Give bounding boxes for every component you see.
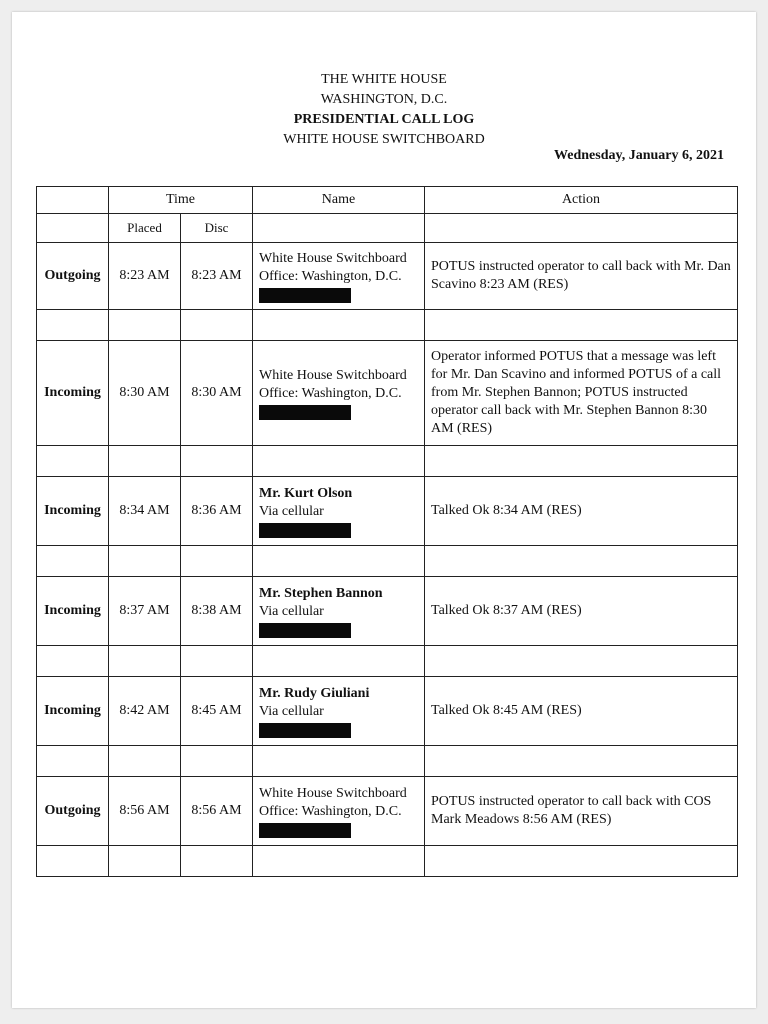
name-line-2: Office: Washington, D.C. (259, 803, 402, 819)
name-line-2: Office: Washington, D.C. (259, 385, 402, 401)
time-disc: 8:23 AM (181, 243, 253, 310)
redaction-bar (259, 723, 351, 738)
table-subheader-row (37, 214, 738, 243)
time-disc: 8:56 AM (181, 777, 253, 846)
header-line-2: WASHINGTON, D.C. (320, 92, 448, 107)
table-row (37, 677, 738, 746)
header-line-3: PRESIDENTIAL CALL LOG (293, 112, 475, 127)
table-row (37, 243, 738, 310)
table-header-row (37, 187, 738, 214)
document-page (12, 12, 756, 1008)
redaction-bar (259, 405, 351, 420)
call-action: Talked Ok 8:45 AM (RES) (425, 677, 738, 746)
subheader-name-empty (253, 214, 425, 243)
spacer-row (37, 446, 738, 477)
time-disc: 8:45 AM (181, 677, 253, 746)
spacer-row (37, 310, 738, 341)
call-type: Incoming (37, 677, 109, 746)
spacer-row (37, 646, 738, 677)
name-line-1: White House Switchboard (259, 785, 407, 801)
call-type: Incoming (37, 341, 109, 446)
document-header (12, 70, 756, 150)
caller-name (253, 341, 425, 446)
call-type: Outgoing (37, 243, 109, 310)
name-line-1: Mr. Kurt Olson (259, 485, 353, 501)
call-action: POTUS instructed operator to call back with Mr. Dan Scavino 8:23 AM (RES) (425, 243, 738, 310)
subheader-action-empty (425, 214, 738, 243)
table-row (37, 477, 738, 546)
time-placed: 8:56 AM (109, 777, 181, 846)
time-placed: 8:34 AM (109, 477, 181, 546)
caller-name (253, 577, 425, 646)
redaction-bar (259, 823, 351, 838)
call-action: POTUS instructed operator to call back with COS Mark Meadows 8:56 AM (RES) (425, 777, 738, 846)
call-type: Incoming (37, 477, 109, 546)
caller-name (253, 777, 425, 846)
redaction-bar (259, 523, 351, 538)
caller-name (253, 477, 425, 546)
name-line-2: Office: Washington, D.C. (259, 268, 402, 284)
table-row (37, 777, 738, 846)
caller-name (253, 677, 425, 746)
time-disc: 8:30 AM (181, 341, 253, 446)
name-line-1: Mr. Rudy Giuliani (259, 685, 370, 701)
call-action: Talked Ok 8:34 AM (RES) (425, 477, 738, 546)
call-log-table (36, 186, 738, 877)
time-disc: 8:36 AM (181, 477, 253, 546)
call-type: Incoming (37, 577, 109, 646)
redaction-bar (259, 288, 351, 303)
name-line-1: Mr. Stephen Bannon (259, 585, 383, 601)
header-line-1: THE WHITE HOUSE (321, 72, 447, 87)
log-date: Wednesday, January 6, 2021 (554, 148, 724, 163)
call-action: Talked Ok 8:37 AM (RES) (425, 577, 738, 646)
name-column-header: Name (253, 187, 425, 214)
time-placed: 8:30 AM (109, 341, 181, 446)
call-action: Operator informed POTUS that a message was left for Mr. Dan Scavino and informed POTUS of a call from Mr. Stephen Bannon; POTUS instructed operator call back with Mr. Stephen Bannon 8:30 AM (RES) (425, 341, 738, 446)
subheader-empty-cell (37, 214, 109, 243)
caller-name (253, 243, 425, 310)
action-column-header: Action (425, 187, 738, 214)
table-row (37, 577, 738, 646)
table-row (37, 341, 738, 446)
time-disc: 8:38 AM (181, 577, 253, 646)
header-line-4: WHITE HOUSE SWITCHBOARD (283, 132, 485, 147)
name-line-1: White House Switchboard (259, 367, 407, 383)
placed-column-header: Placed (109, 214, 181, 243)
spacer-row (37, 546, 738, 577)
time-placed: 8:23 AM (109, 243, 181, 310)
name-line-2: Via cellular (259, 603, 324, 619)
disc-column-header: Disc (181, 214, 253, 243)
header-empty-cell (37, 187, 109, 214)
time-placed: 8:37 AM (109, 577, 181, 646)
name-line-2: Via cellular (259, 503, 324, 519)
spacer-row (37, 846, 738, 877)
time-placed: 8:42 AM (109, 677, 181, 746)
redaction-bar (259, 623, 351, 638)
name-line-1: White House Switchboard (259, 250, 407, 266)
spacer-row (37, 746, 738, 777)
time-column-header: Time (109, 187, 253, 214)
name-line-2: Via cellular (259, 703, 324, 719)
call-type: Outgoing (37, 777, 109, 846)
